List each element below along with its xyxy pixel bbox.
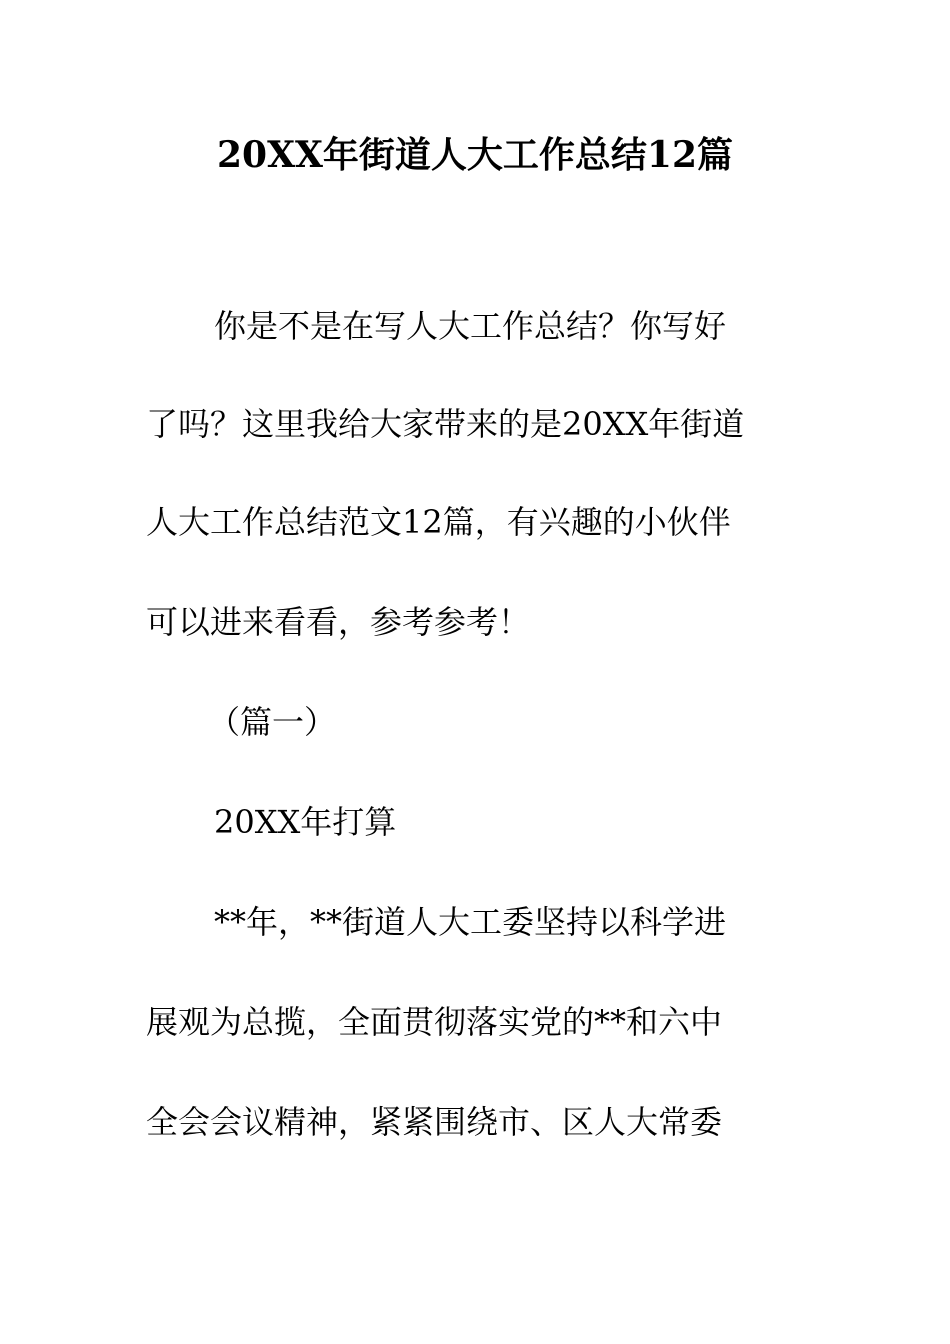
paragraph-line-3: 人大工作总结范文12篇，有兴趣的小伙伴 <box>146 503 731 541</box>
section-label: （篇一） <box>208 703 337 741</box>
section-heading: 20XX年打算 <box>214 803 397 841</box>
paragraph-line-6: 展观为总揽，全面贯彻落实党的**和六中 <box>146 1003 723 1041</box>
document-title: 20XX年街道人大工作总结12篇 <box>216 134 734 176</box>
paragraph-line-7: 全会会议精神，紧紧围绕市、区人大常委 <box>146 1103 723 1141</box>
paragraph-line-1: 你是不是在写人大工作总结？你写好 <box>214 307 727 345</box>
paragraph-line-4: 可以进来看看，参考参考！ <box>146 603 531 641</box>
paragraph-line-2: 了吗？这里我给大家带来的是20XX年街道 <box>146 405 745 443</box>
paragraph-line-5: **年，**街道人大工委坚持以科学进 <box>214 903 727 941</box>
